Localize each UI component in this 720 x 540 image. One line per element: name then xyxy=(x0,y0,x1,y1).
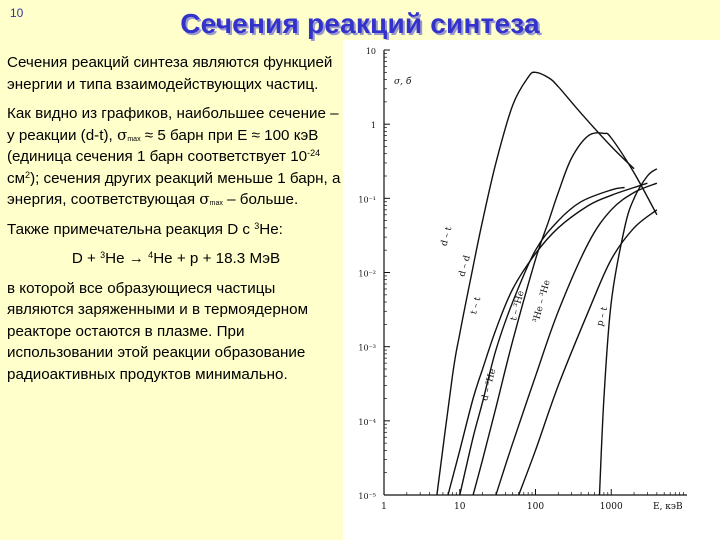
series-line xyxy=(473,133,657,495)
chart-svg xyxy=(343,40,720,540)
x-tick-label: 10 xyxy=(454,502,466,512)
y-tick-label: 10⁻³ xyxy=(358,343,376,353)
y-tick-label: 10⁻¹ xyxy=(358,195,376,205)
series-label: ³He – ³He xyxy=(531,279,553,324)
cross-section-chart xyxy=(343,40,720,540)
paragraph-conclusion: в которой все образующиеся частицы являются заряженными и в термоядерном реакторе остаются в плазме. При использовании этой реакции образование радиоактивных продуктов минимально. xyxy=(7,279,309,383)
series-label: d – ³He xyxy=(480,367,499,403)
y-tick-label: 10 xyxy=(365,47,376,56)
y-tick-label: 10⁻⁵ xyxy=(358,492,376,501)
paragraph-intro: Сечения реакций синтеза являются функцией энергии и типа взаимодействующих частиц. xyxy=(7,54,333,93)
series-line xyxy=(600,169,657,495)
x-tick-label: 100 xyxy=(526,502,545,512)
y-axis-label: σ, б xyxy=(394,77,412,87)
series-line xyxy=(437,72,634,495)
y-tick-label: 10⁻² xyxy=(358,269,376,279)
x-tick-label: 1 xyxy=(381,502,387,512)
paragraph-dt: Как видно из графиков, наибольшее сечение – у реакции (d-t), $\sigma_{max} \approx 5$ барн при Е ≈ 100 кэВ (единица сечения 1 барн соответствует $10^{-24}$ $см^2$); сечения других реакций меньше 1 барн, а энергия, соответствующая $\sigma_{max}$ – больше. xyxy=(7,105,341,208)
x-axis-label: E, кэВ xyxy=(653,502,683,512)
slide-title: Сечения реакций синтеза xyxy=(180,8,540,39)
series-label: t – ³He xyxy=(509,289,527,322)
body-text xyxy=(7,52,345,393)
x-tick-label: 1000 xyxy=(599,502,623,512)
series-label: p – t xyxy=(595,305,611,328)
series-line xyxy=(519,210,657,495)
series-label: d – t xyxy=(439,225,455,248)
paragraph-dhe3: Также примечательна реакция D с $^3$He: xyxy=(7,220,283,238)
y-tick-label: 1 xyxy=(370,121,376,131)
y-tick-label: 10⁻⁴ xyxy=(358,417,376,427)
series-line xyxy=(457,188,625,496)
series-label: d – d xyxy=(457,254,473,278)
reaction-equation: D + $^3$He → $^4$He + p + 18.3 МэВ xyxy=(71,250,281,267)
series-label: t – t xyxy=(469,296,484,316)
slide-number: 10 xyxy=(10,6,24,20)
